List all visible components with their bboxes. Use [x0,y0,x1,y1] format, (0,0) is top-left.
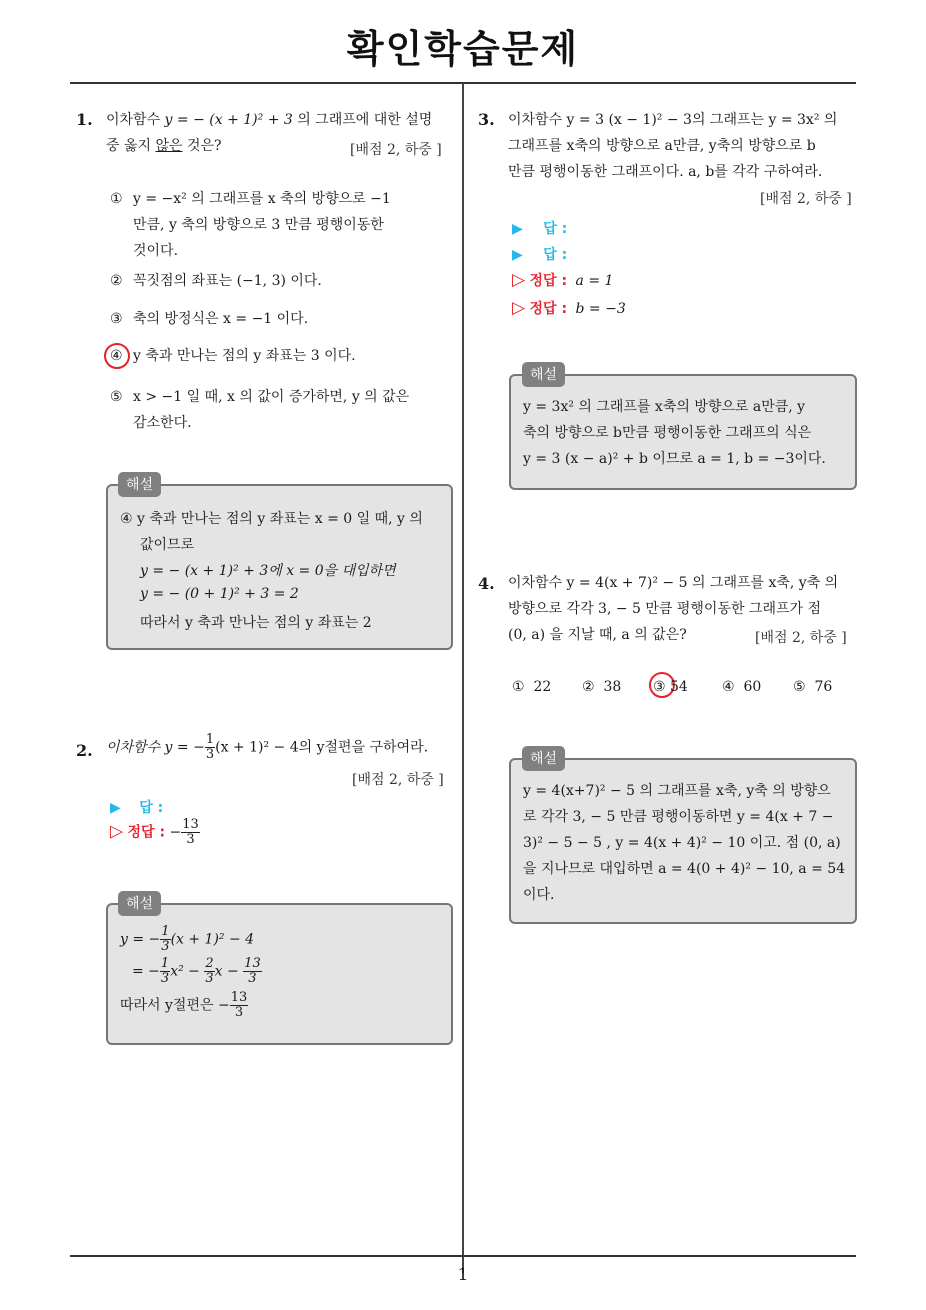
question-4-line-3: (0, a) 을 지날 때, a 의 값은? [508,627,687,643]
q3-jeongdap-label-2: 정답 : [529,301,568,317]
q2-answer-row [110,797,163,817]
q2-exp-l1-den: 3 [161,939,170,954]
q3-answer-arrow-icon-2: ▶ [512,247,523,263]
q2-text-pre: 이차함수 y = − [106,739,205,756]
q2-exp-l1-pre: y = − [120,931,161,948]
q2-exp-l2-frac-a [160,957,170,986]
q2-exp-l2-frac-b [204,957,214,986]
q4-option-1-value: 22 [533,679,552,695]
q4-score: [배점 2, 하중 ] [755,630,847,646]
question-3-number: 3. [478,110,495,129]
q2-answer-label: 답 : [139,800,164,816]
q3-jeongdap-row-2 [512,298,626,318]
q1-text-post: 의 그래프에 대한 설명 [292,112,433,128]
q1-line2-pre: 중 옳지 [106,138,156,154]
q1-option-1-mark[interactable]: ① [110,191,123,207]
q1-option-5-mark[interactable]: ⑤ [110,389,123,405]
q3-score: [배점 2, 하중 ] [760,191,852,207]
q4-explanation-line-4: 을 지나므로 대입하면 a = 4(0 + 4)² − 10, a = 54 [523,861,846,877]
q4-option-1[interactable] [512,674,551,700]
q4-option-3[interactable] [653,674,688,700]
q1-option-3-mark[interactable]: ③ [110,311,123,327]
q2-exp-l2-b-num: 2 [205,956,214,971]
q3-explanation-line-1: y = 3x² 의 그래프를 x축의 방향으로 a만큼, y [523,399,806,415]
q4-option-3-value: 54 [670,679,688,695]
q2-explanation-tag: 해설 [118,891,161,916]
q3-jeongdap-label-1: 정답 : [529,273,568,289]
q3-explanation-box [509,374,857,490]
q1-option-2-mark[interactable]: ② [110,273,123,289]
q1-text-pre: 이차함수 [106,112,165,128]
q4-option-5-value: 76 [814,679,833,695]
q3-jeongdap-value-1: a = 1 [575,273,614,289]
page-number: 1 [457,1265,469,1285]
q2-exp-l3-num: 13 [230,990,248,1005]
question-1-line-1 [106,107,432,133]
q3-explanation-line-2: 축의 방향으로 b만큼 평행이동한 그래프의 식은 [523,425,812,441]
q4-option-2-mark: ② [582,679,595,695]
q2-explanation-line-3 [120,991,248,1020]
q2-text-post: (x + 1)² − 4의 y절편을 구하여라. [215,739,429,756]
q3-answer-row-2 [512,244,567,264]
q2-exp-l3-den: 3 [234,1005,244,1020]
q2-jeongdap-fraction [181,818,200,847]
q2-explanation-line-2 [132,957,262,986]
q1-option-1-line-2: 만큼, y 축의 방향으로 3 만큼 평행이동한 [133,217,384,233]
q2-exp-l2-c-den: 3 [248,971,257,986]
page-title: 확인학습문제 [346,27,580,71]
q1-explanation-line-5: 따라서 y 축과 만나는 점의 y 좌표는 2 [140,615,372,631]
question-4-line-1: 이차함수 y = 4(x + 7)² − 5 의 그래프를 x축, y축 의 [508,575,839,591]
q1-option-1-line-1: y = −x² 의 그래프를 x 축의 방향으로 −1 [133,191,391,207]
q3-answer-label-1: 답 : [543,221,568,237]
q2-frac-numerator: 1 [205,732,215,747]
question-1-line-2 [106,133,222,159]
q2-exp-l1-fraction [160,925,170,954]
q2-exp-l2-mid1: x² − [170,963,200,980]
q1-expression: y = − (x + 1)² + 3 [164,112,293,128]
q4-explanation-tag: 해설 [522,746,565,771]
q4-explanation-line-2: 로 각각 3, − 5 만큼 평행이동하면 y = 4(x + 7 − [523,809,834,825]
q2-exp-l2-a-den: 3 [160,971,170,986]
q4-option-4-mark: ④ [722,679,735,695]
q2-jeongdap-sign: − [169,824,182,841]
q1-explanation-box [106,484,453,650]
q2-jeongdap-row [110,818,200,847]
q1-explanation-tag: 해설 [118,472,161,497]
q4-option-1-mark: ① [512,679,525,695]
question-1-number: 1. [76,110,93,129]
q4-explanation-line-1: y = 4(x+7)² − 5 의 그래프를 x축, y축 의 방향으 [523,783,831,799]
q1-line2-post: 것은? [182,138,222,154]
q2-exp-l2-c-num: 13 [244,956,261,971]
q3-answer-label-2: 답 : [543,247,568,263]
q2-exp-l2-b-den: 3 [205,971,214,986]
q2-jeongdap-numerator: 13 [182,817,199,832]
q3-answer-arrow-icon-1: ▶ [512,221,523,237]
column-divider [462,83,464,1273]
q2-explanation-line-1 [120,925,254,954]
q2-answer-arrow-icon: ▶ [110,800,121,816]
q3-explanation-line-3: y = 3 (x − a)² + b 이므로 a = 1, b = −3이다. [523,451,826,467]
q4-explanation-line-3: 3)² − 5 − 5 , y = 4(x + 4)² − 10 이고. 점 (0, a) [523,835,841,851]
q2-explanation-box [106,903,453,1045]
q1-option-5-line-2: 감소한다. [133,415,192,431]
q4-option-3-mark: ③ [653,679,666,695]
q3-answer-row-1 [512,218,567,238]
q4-option-5-mark: ⑤ [793,679,806,695]
question-3-line-1: 이차함수 y = 3 (x − 1)² − 3의 그래프는 y = 3x² 의 [508,112,838,128]
q1-underlined-word: 않은 [155,138,183,154]
q3-jeongdap-value-2: b = −3 [575,301,626,317]
q1-option-4-text: y 축과 만나는 점의 y 좌표는 3 이다. [133,348,356,364]
question-4-line-2: 방향으로 각각 3, − 5 만큼 평행이동한 그래프가 점 [508,601,822,617]
q1-explanation-line-3: y = − (x + 1)² + 3에 x = 0을 대입하면 [140,563,396,579]
q3-jeongdap-arrow-icon-1: ▷ [512,270,526,290]
q2-exp-l3-pre: 따라서 y절편은 − [120,997,230,1014]
q4-option-2-value: 38 [603,679,622,695]
q4-explanation-line-5: 이다. [523,887,555,903]
q2-exp-l2-a-num: 1 [160,956,170,971]
q2-exp-l3-fraction [230,991,249,1020]
q3-explanation-tag: 해설 [522,362,565,387]
q2-jeongdap-arrow-icon: ▷ [110,821,124,842]
q2-frac-denominator: 3 [205,747,215,762]
q1-score: [배점 2, 하중 ] [350,142,442,158]
q4-option-5[interactable] [793,674,832,700]
q2-score: [배점 2, 하중 ] [352,772,444,788]
q3-jeongdap-arrow-icon-2: ▷ [512,298,526,318]
q4-option-2[interactable] [582,674,621,700]
bottom-divider [70,1255,856,1257]
q2-jeongdap-label: 정답 : [127,824,166,841]
q1-option-4-mark[interactable]: ④ [110,348,123,364]
q1-option-2-text: 꼭짓점의 좌표는 (−1, 3) 이다. [133,273,322,289]
question-4-number: 4. [478,574,495,593]
q2-exp-l1-num: 1 [161,924,170,939]
q2-exp-l2-frac-c [243,957,262,986]
q4-option-4-value: 60 [743,679,762,695]
q4-option-4[interactable] [722,674,761,700]
question-2-text [106,733,428,762]
question-3-line-3: 만큼 평행이동한 그래프이다. a, b를 각각 구하여라. [508,164,823,180]
q2-exp-l2-mid2: x − [214,963,239,980]
question-3-line-2: 그래프를 x축의 방향으로 a만큼, y축의 방향으로 b [508,138,816,154]
q1-explanation-line-1: ④ y 축과 만나는 점의 y 좌표는 x = 0 일 때, y 의 [120,511,423,527]
q4-explanation-box [509,758,857,924]
q2-exp-l1-post: (x + 1)² − 4 [170,931,255,948]
q1-option-3-text: 축의 방정식은 x = −1 이다. [133,311,309,327]
q2-exp-l2-pre: = − [132,963,160,980]
q1-option-1-line-3: 것이다. [133,243,179,259]
q3-jeongdap-row-1 [512,270,613,290]
q1-explanation-line-2: 값이므로 [140,537,195,553]
q2-jeongdap-denominator: 3 [186,832,195,847]
q1-explanation-line-4: y = − (0 + 1)² + 3 = 2 [140,586,299,602]
q2-fraction [205,733,215,762]
question-2-number: 2. [76,741,93,760]
q1-option-5-line-1: x > −1 일 때, x 의 값이 증가하면, y 의 값은 [133,389,410,405]
